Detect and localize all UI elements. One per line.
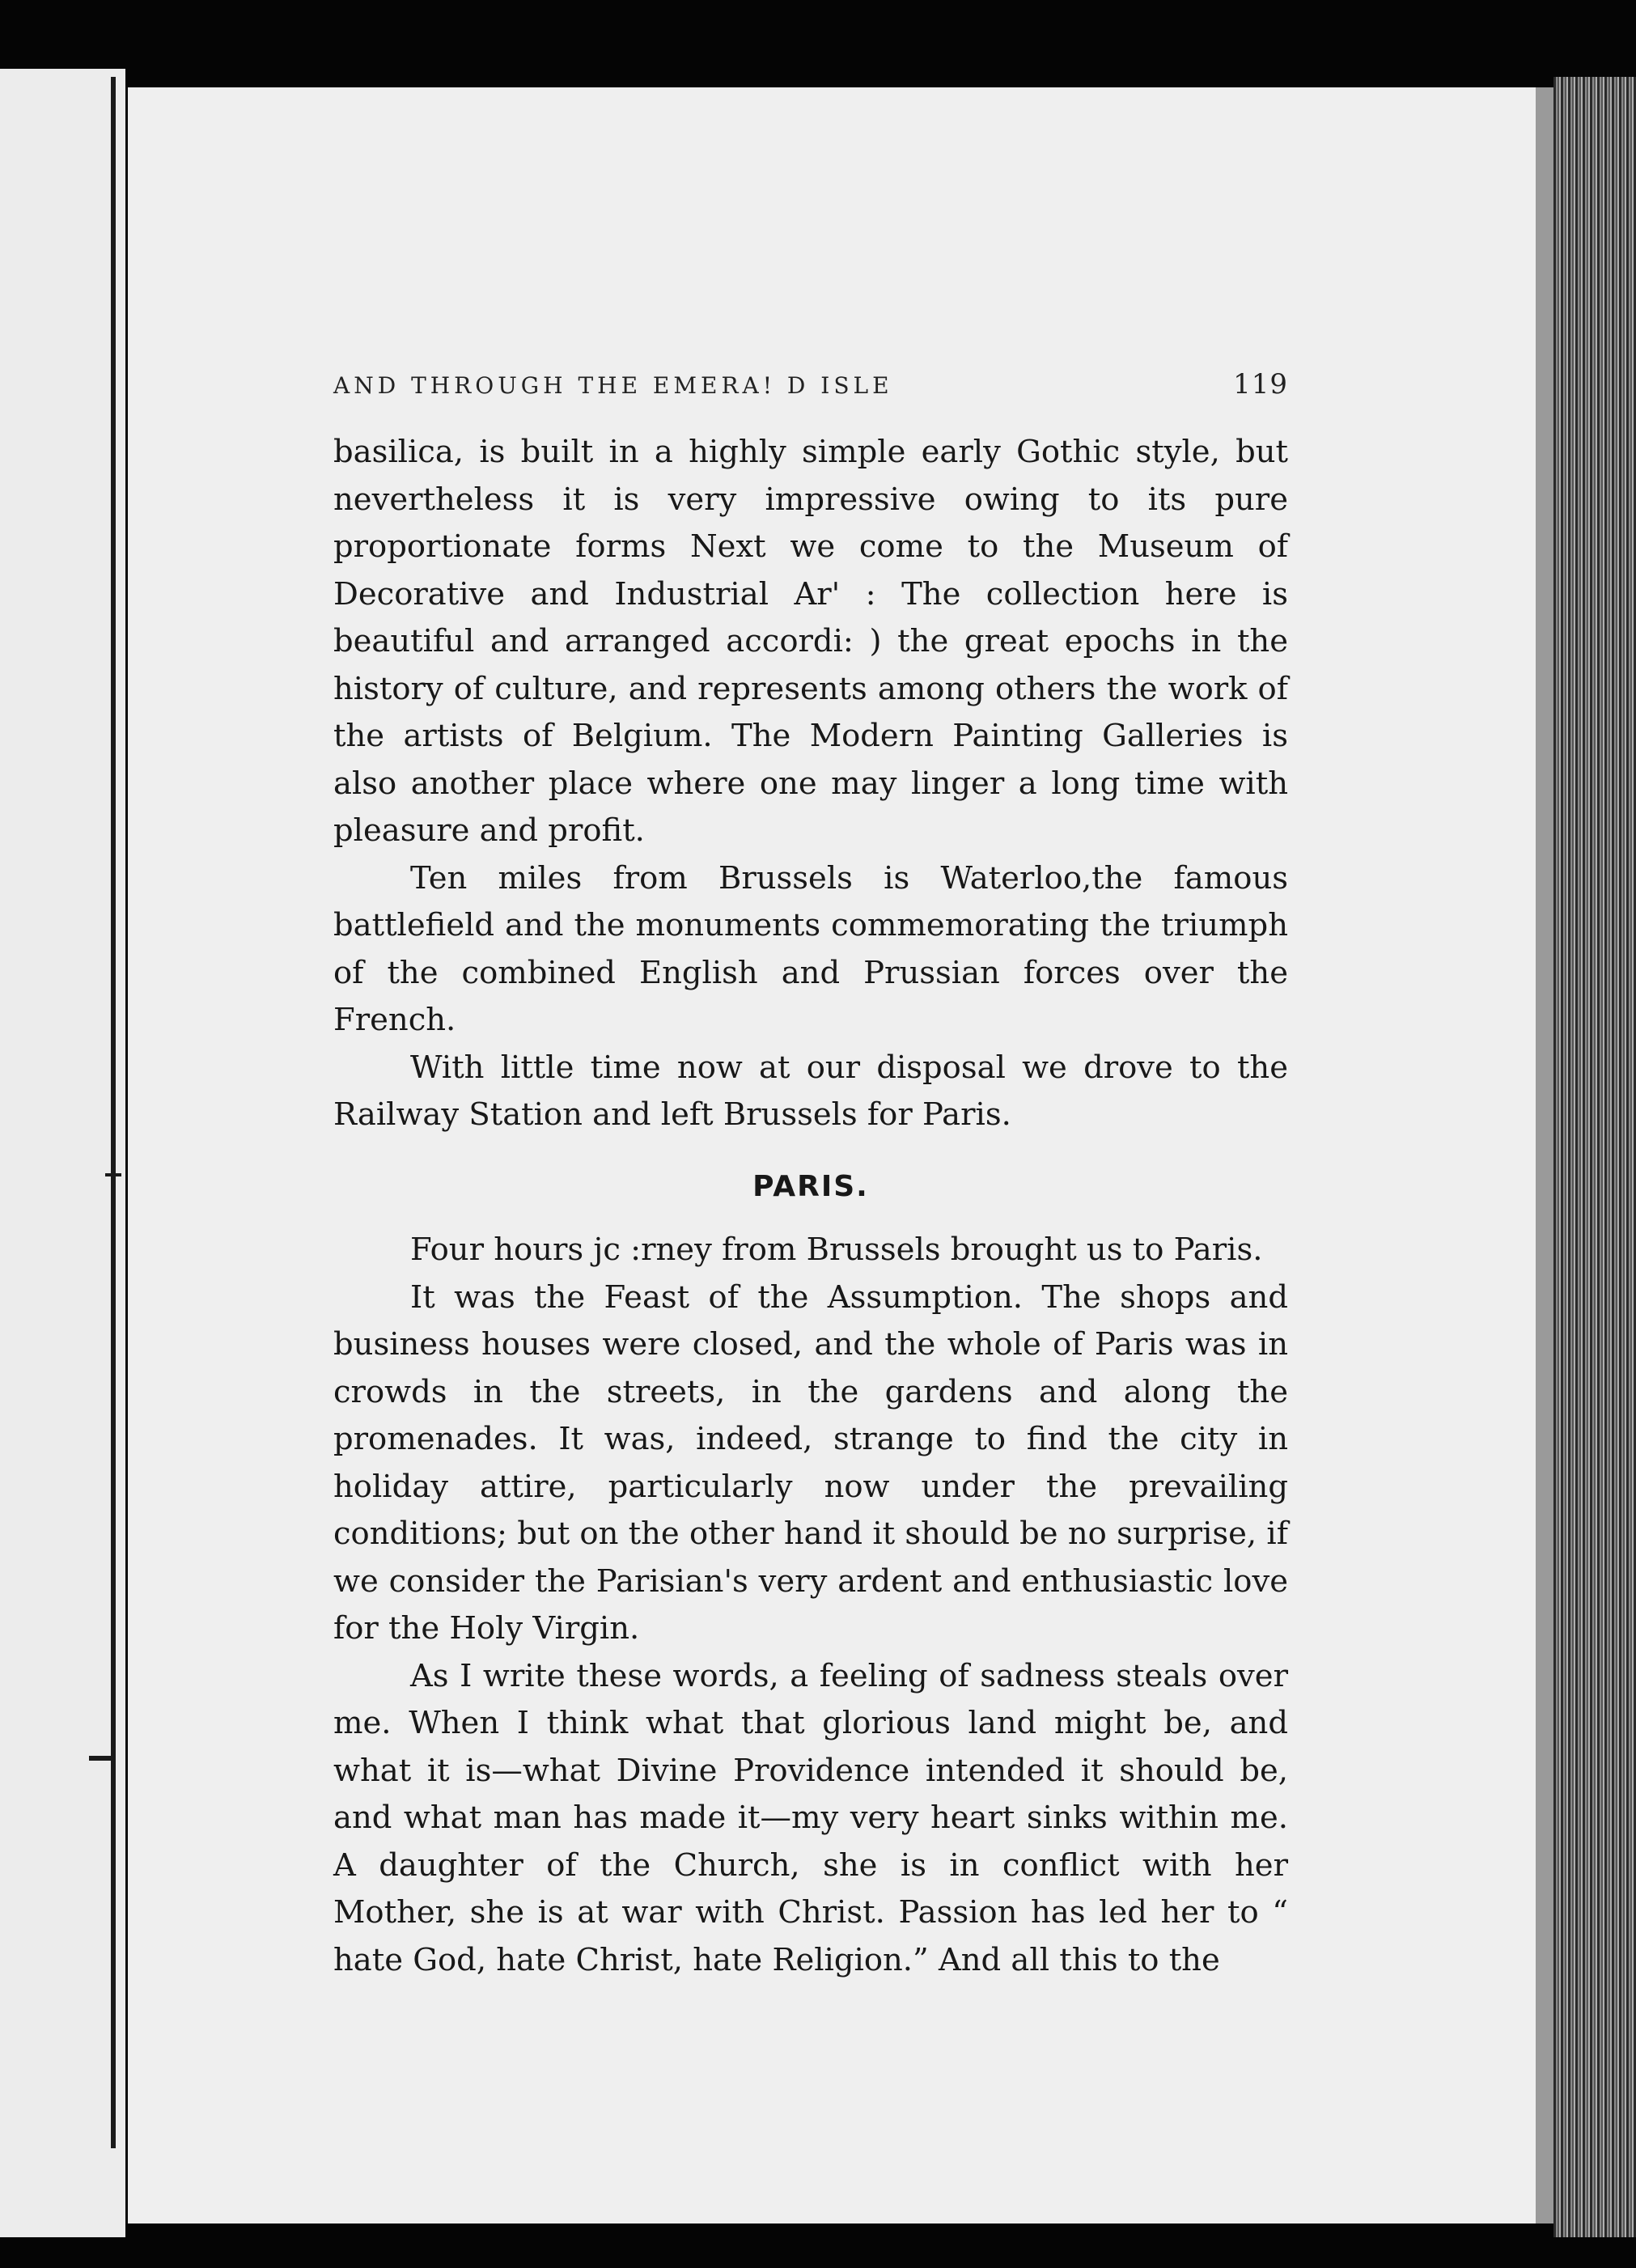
running-head-title: AND THROUGH THE EMERA! D ISLE bbox=[333, 372, 893, 399]
body-text bbox=[333, 429, 1288, 1984]
page-stack-edge bbox=[1553, 77, 1636, 2262]
gutter-mark bbox=[105, 1173, 121, 1176]
paragraph: It was the Feast of the Assumption. The shops and business houses were closed, and the whole of Paris was in crowds in the streets, in the gardens and along the promenades. It was, indeed, strange to find the city in holiday attire, particularly now under the prevailing conditions; but on the other hand it should be no surprise, if we consider the Parisian's very ardent and enthusiastic love for the Holy Virgin. bbox=[333, 1278, 1288, 1647]
scan-margin-left bbox=[0, 69, 125, 2237]
page-shadow bbox=[1536, 87, 1553, 2223]
running-head bbox=[333, 368, 1288, 401]
paragraph: basilica, is built in a highly simple early Gothic style, but nevertheless it is very impressive owing to its pure proportionate forms Next we come to the Museum of Decorative and Industrial Ar' : The collection here is beautiful and arranged accordi: ) the great epochs in the history of culture, and represents among others the work of the artists of Belgium. The Modern Painting Galleries is also another place where one may linger a long time with pleasure and profit. bbox=[333, 434, 1288, 849]
scan-bottom-border bbox=[0, 2237, 1636, 2268]
gutter-mark bbox=[89, 1756, 113, 1761]
paragraph: Four hours jc :rney from Brussels brought us to Paris. bbox=[410, 1232, 1263, 1268]
book-gutter bbox=[111, 77, 116, 2148]
page-number: 119 bbox=[1233, 368, 1288, 401]
paragraph: As I write these words, a feeling of sadness steals over me. When I think what that glorious land might be, and what it is—what Divine Providence intended it should be, and what man has made it—my very heart sinks within me. A daughter of the Church, she is in conflict with her Mother, she is at war with Christ. Passion has led her to “ hate God, hate Christ, hate Religion.” And all this to the bbox=[333, 1657, 1288, 1978]
section-heading: PARIS. bbox=[752, 1169, 869, 1203]
paragraph: Ten miles from Brussels is Waterloo,the famous battlefield and the monuments commemorating the triumph of the combined English and Prussian forces over the French. bbox=[333, 859, 1288, 1038]
paragraph: With little time now at our disposal we drove to the Railway Station and left Brussels for Paris. bbox=[333, 1049, 1288, 1133]
